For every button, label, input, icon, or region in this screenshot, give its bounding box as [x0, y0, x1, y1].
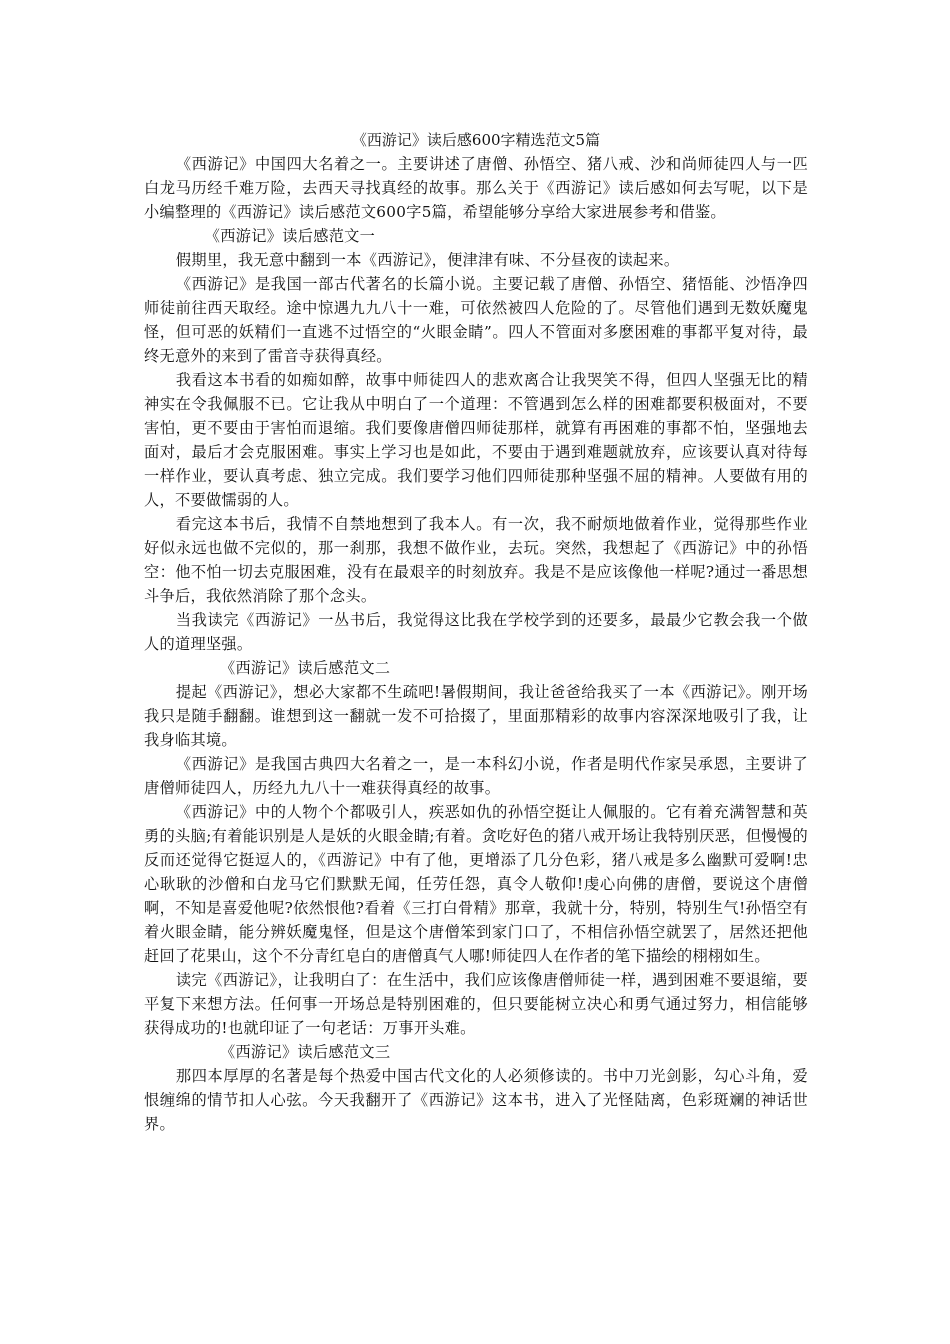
paragraph: 看完这本书后，我情不自禁地想到了我本人。有一次，我不耐烦地做着作业，觉得那些作业好似永远也做不完似的，那一刹那，我想不做作业，去玩。突然，我想起了《西游记》中的孙悟空：他不怕一切去克服困难，没有在最艰辛的时刻放弃。我是不是应该像他一样呢?通过一番思想斗争后，我依然消除了那个念头。: [144, 515, 808, 605]
paragraph: 读完《西游记》，让我明白了：在生活中，我们应该像唐僧师徒一样，遇到困难不要退缩，要平复下来想方法。任何事一开场总是特别困难的，但只要能树立决心和勇气通过努力，相信能够获得成功的!也就印证了一句老话：万事开头难。: [144, 971, 808, 1037]
paragraph-intro: 《西游记》中国四大名着之一。主要讲述了唐僧、孙悟空、猪八戒、沙和尚师徒四人与一匹白龙马历经千难万险，去西天寻找真经的故事。那么关于《西游记》读后感如何去写呢，以下是小编整理的《西游记》读后感范文600字5篇，希望能够分享给大家进展参考和借鉴。: [144, 155, 808, 221]
section-heading-3: 《西游记》读后感范文三: [220, 1043, 391, 1061]
paragraph: 当我读完《西游记》一丛书后，我觉得这比我在学校学到的还要多，最最少它教会我一个做人的道理坚强。: [144, 611, 808, 653]
document-body: [144, 128, 808, 1136]
paragraph: 《西游记》是我国古典四大名着之一，是一本科幻小说，作者是明代作家吴承恩，主要讲了唐僧师徒四人，历经九九八十一难获得真经的故事。: [144, 755, 808, 797]
document-title: 《西游记》读后感600字精选范文5篇: [351, 131, 601, 149]
paragraph: 《西游记》是我国一部古代著名的长篇小说。主要记载了唐僧、孙悟空、猪悟能、沙悟净四师徒前往西天取经。途中惊遇九九八十一难，可依然被四人危险的了。尽管他们遇到无数妖魔鬼怪，但可恶的妖精们一直逃不过悟空的“火眼金睛”。四人不管面对多麽困难的事都平复对待，最终无意外的来到了雷音寺获得真经。: [144, 275, 808, 365]
paragraph: 那四本厚厚的名著是每个热爱中国古代文化的人必须修读的。书中刀光剑影，勾心斗角，爱恨缠绵的情节扣人心弦。今天我翻开了《西游记》这本书，进入了光怪陆离，色彩斑斓的神话世界。: [144, 1067, 808, 1133]
section-heading-2: 《西游记》读后感范文二: [220, 659, 391, 677]
paragraph: 我看这本书看的如痴如醉，故事中师徒四人的悲欢离合让我哭笑不得，但四人坚强无比的精神实在令我佩服不已。它让我从中明白了一个道理：不管遇到怎么样的困难都要积极面对，不要害怕，更不要由于害怕而退缩。我们要像唐僧四师徒那样，就算有再困难的事都不怕，坚强地去面对，最后才会克服困难。事实上学习也是如此，不要由于遇到难题就放弃，应该要认真对待每一样作业，要认真考虑、独立完成。我们要学习他们四师徒那种坚强不屈的精神。人要做有用的人，不要做懦弱的人。: [144, 371, 808, 509]
paragraph: 提起《西游记》，想必大家都不生疏吧!暑假期间，我让爸爸给我买了一本《西游记》。刚开场我只是随手翻翻。谁想到这一翻就一发不可拾掇了，里面那精彩的故事内容深深地吸引了我，让我身临其境。: [144, 683, 808, 749]
section-heading-1: 《西游记》读后感范文一: [204, 227, 376, 245]
paragraph: 假期里，我无意中翻到一本《西游记》，便津津有味、不分昼夜的读起来。: [175, 251, 680, 269]
paragraph: 《西游记》中的人物个个都吸引人，疾恶如仇的孙悟空挺让人佩服的。它有着充满智慧和英勇的头脑;有着能识别是人是妖的火眼金睛;有着。贪吃好色的猪八戒开场让我特别厌恶，但慢慢的反而还觉得它挺逗人的，《西游记》中有了他，更增添了几分色彩，猪八戒是多么幽默可爱啊!忠心耿耿的沙僧和白龙马它们默默无闻，任劳任怨，真令人敬仰!虔心向佛的唐僧，要说这个唐僧啊，不知是喜爱他呢?依然恨他?看着《三打白骨精》那章，我就十分，特别，特别生气!孙悟空有着火眼金睛，能分辨妖魔鬼怪，但是这个唐僧笨到家门口了，不相信孙悟空就罢了，居然还把他赶回了花果山，这个不分青红皂白的唐僧真气人哪!师徒四人在作者的笔下描绘的栩栩如生。: [144, 803, 808, 965]
